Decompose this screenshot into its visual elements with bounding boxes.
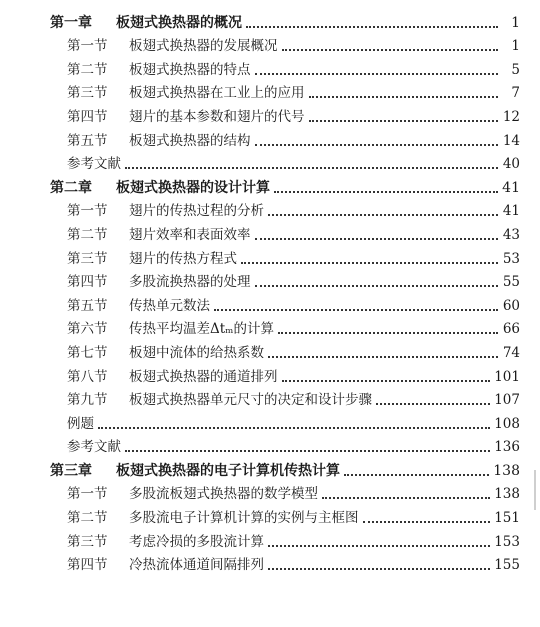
- toc-section-row[interactable]: [50, 315, 520, 339]
- chapter-number: 第二章: [50, 179, 92, 196]
- toc-section-row[interactable]: [50, 503, 520, 527]
- dot-leader: [255, 284, 499, 287]
- dot-leader: [255, 237, 499, 240]
- toc-section-row[interactable]: [50, 55, 520, 79]
- toc-section-row[interactable]: [50, 197, 520, 221]
- page-number: 14: [502, 132, 520, 149]
- section-number: 第五节: [67, 132, 108, 149]
- section-title: 参考文献: [67, 439, 121, 456]
- chapter-number: 第一章: [50, 14, 92, 31]
- toc-section-row[interactable]: [50, 126, 520, 150]
- page-number: 138: [493, 462, 520, 479]
- section-number: 第四节: [67, 274, 108, 291]
- page-number: 108: [494, 415, 520, 432]
- section-title: 板翅式换热器单元尺寸的决定和设计步骤: [129, 392, 372, 409]
- section-number: 第二节: [67, 61, 108, 78]
- toc-chapter-row[interactable]: [50, 173, 520, 197]
- section-title: 例题: [67, 415, 94, 432]
- dot-leader: [274, 190, 498, 193]
- page-number: 43: [502, 226, 520, 243]
- section-number: 第七节: [67, 344, 108, 361]
- section-title: 板翅式换热器在工业上的应用: [129, 85, 305, 102]
- dot-leader: [282, 379, 491, 382]
- dot-leader: [268, 355, 498, 358]
- page-number: 1: [511, 38, 520, 55]
- page-number: 66: [502, 321, 520, 338]
- page-number: 41: [502, 203, 520, 220]
- dot-leader: [322, 496, 490, 499]
- page-number: 107: [494, 392, 520, 409]
- page-number: 55: [502, 274, 520, 291]
- section-number: 第三节: [67, 533, 108, 550]
- section-number: 第二节: [67, 510, 108, 527]
- page-number: 5: [511, 61, 520, 78]
- dot-leader: [98, 426, 490, 429]
- toc-section-row[interactable]: [50, 102, 520, 126]
- page-number: 153: [494, 533, 520, 550]
- dot-leader: [278, 331, 498, 334]
- chapter-title: 板翅式换热器的电子计算机传热计算: [116, 462, 340, 479]
- section-title: 考虑冷损的多股流计算: [129, 533, 264, 550]
- dot-leader: [363, 520, 491, 523]
- page-number: 40: [502, 156, 520, 173]
- toc-section-row[interactable]: [50, 386, 520, 410]
- toc-section-row[interactable]: [50, 268, 520, 292]
- toc-section-row[interactable]: [50, 291, 520, 315]
- toc-section-row[interactable]: [50, 527, 520, 551]
- dot-leader: [125, 166, 498, 169]
- section-title: 翅片的传热过程的分析: [129, 203, 264, 220]
- dot-leader: [309, 95, 499, 98]
- section-number: 第二节: [67, 226, 108, 243]
- dot-leader: [376, 402, 490, 405]
- section-title: 板翅式换热器的发展概况: [129, 38, 278, 55]
- dot-leader: [309, 119, 499, 122]
- section-title: 多股流板翅式换热器的数学模型: [129, 486, 318, 503]
- toc-section-row[interactable]: [50, 220, 520, 244]
- section-number: 第一节: [67, 38, 108, 55]
- section-number: 第五节: [67, 297, 108, 314]
- section-number: 第三节: [67, 250, 108, 267]
- toc-section-row[interactable]: [50, 244, 520, 268]
- dot-leader: [255, 72, 499, 75]
- section-title: 板翅式换热器的结构: [129, 132, 251, 149]
- section-number: 第六节: [67, 321, 108, 338]
- page-number: 151: [494, 510, 520, 527]
- toc-chapter-row[interactable]: [50, 8, 520, 32]
- section-number: 第九节: [67, 392, 108, 409]
- section-title: 翅片的基本参数和翅片的代号: [129, 108, 305, 125]
- dot-leader: [268, 567, 490, 570]
- dot-leader: [255, 143, 499, 146]
- dot-leader: [268, 544, 490, 547]
- section-title: 冷热流体通道间隔排列: [129, 557, 264, 574]
- page-number: 53: [502, 250, 520, 267]
- dot-leader: [268, 213, 498, 216]
- section-number: 第八节: [67, 368, 108, 385]
- chapter-number: 第三章: [50, 462, 92, 479]
- section-title: 板翅式换热器的特点: [129, 61, 251, 78]
- dot-leader: [241, 261, 498, 264]
- toc-section-row[interactable]: [50, 338, 520, 362]
- dot-leader: [246, 25, 498, 28]
- toc-section-row[interactable]: [50, 79, 520, 103]
- toc-references-row[interactable]: [50, 150, 520, 174]
- page-number: 74: [502, 344, 520, 361]
- page-number: 101: [494, 368, 520, 385]
- section-number: 第四节: [67, 557, 108, 574]
- section-title: 传热单元数法: [129, 297, 210, 314]
- toc-section-row[interactable]: [50, 362, 520, 386]
- section-title: 参考文献: [67, 156, 121, 173]
- page-number: 7: [511, 85, 520, 102]
- toc-section-row[interactable]: [50, 551, 520, 575]
- toc-references-row[interactable]: [50, 433, 520, 457]
- page-number: 155: [494, 557, 520, 574]
- section-number: 第三节: [67, 85, 108, 102]
- page-number: 1: [511, 14, 520, 31]
- toc-section-row[interactable]: [50, 32, 520, 56]
- section-number: 第四节: [67, 108, 108, 125]
- toc-examples-row[interactable]: [50, 409, 520, 433]
- section-number: 第一节: [67, 203, 108, 220]
- page-number: 12: [502, 108, 520, 125]
- section-title: 翅片效率和表面效率: [129, 226, 251, 243]
- section-title: 多股流换热器的处理: [129, 274, 251, 291]
- dot-leader: [125, 449, 490, 452]
- dot-leader: [214, 308, 498, 311]
- chapter-title: 板翅式换热器的设计计算: [116, 179, 270, 196]
- scan-edge-mark: [534, 470, 536, 510]
- page-number: 136: [494, 439, 520, 456]
- dot-leader: [282, 48, 499, 51]
- chapter-title: 板翅式换热器的概况: [116, 14, 242, 31]
- page-number: 41: [502, 179, 520, 196]
- dot-leader: [344, 473, 489, 476]
- toc-chapter-row[interactable]: [50, 456, 520, 480]
- page-number: 60: [502, 297, 520, 314]
- page-number: 138: [494, 486, 520, 503]
- section-number: 第一节: [67, 486, 108, 503]
- section-title: 翅片的传热方程式: [129, 250, 237, 267]
- section-title: 板翅中流体的给热系数: [129, 344, 264, 361]
- section-title: 传热平均温差Δtₘ的计算: [129, 321, 274, 338]
- table-of-contents: [50, 8, 520, 574]
- toc-section-row[interactable]: [50, 480, 520, 504]
- section-title: 多股流电子计算机计算的实例与主框图: [129, 510, 359, 527]
- section-title: 板翅式换热器的通道排列: [129, 368, 278, 385]
